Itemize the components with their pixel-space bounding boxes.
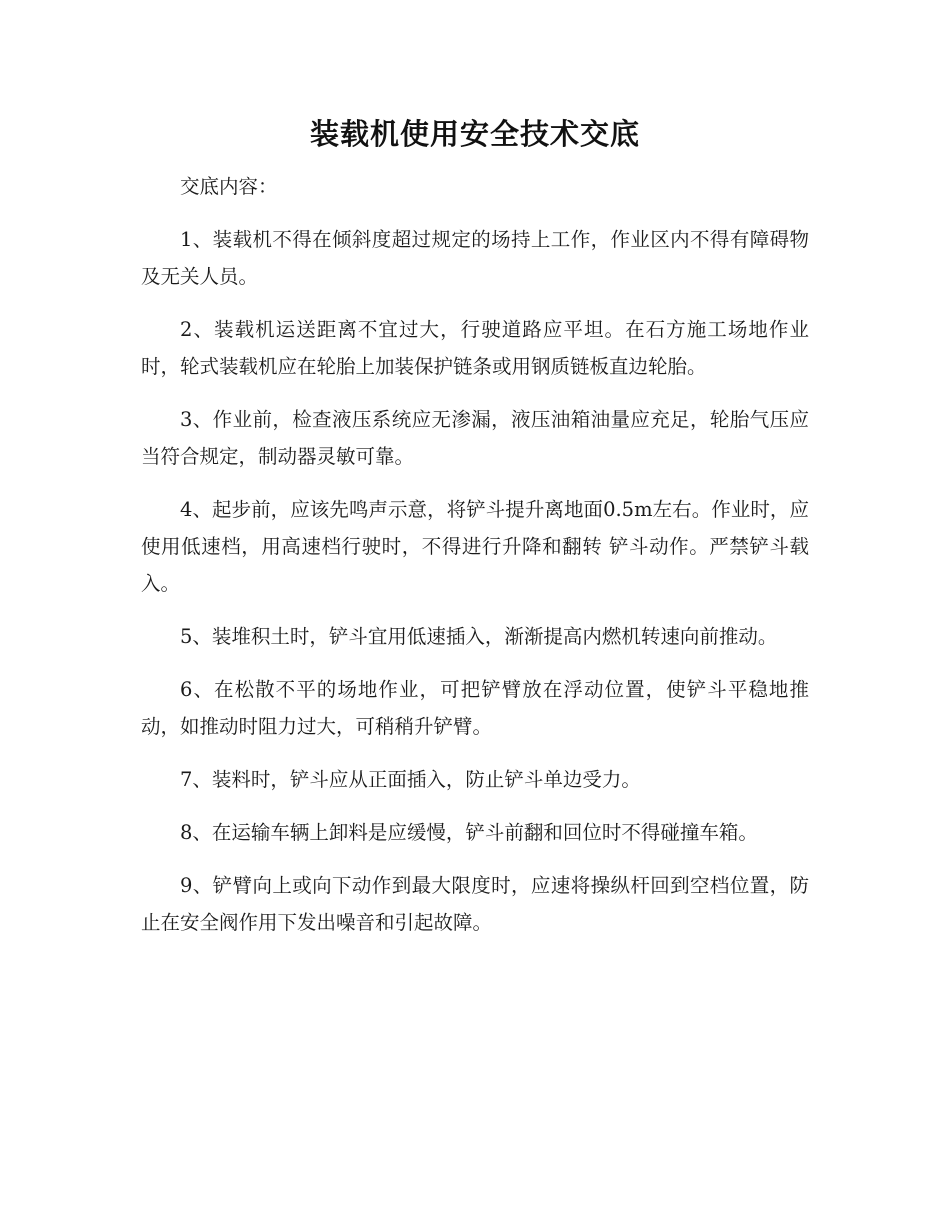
paragraph-item-2: 2、装载机运送距离不宜过大，行驶道路应平坦。在石方施工场地作业时，轮式装载机应在轮胎上加装保护链条或用钢质链板直边轮胎。 xyxy=(141,318,809,378)
document-body xyxy=(141,168,809,957)
paragraph-item-4: 4、起步前，应该先鸣声示意，将铲斗提升离地面0.5m左右。作业时，应使用低速档，用高速档行驶时，不得进行升降和翻转 铲斗动作。严禁铲斗载入。 xyxy=(141,498,809,595)
paragraph-item-9: 9、铲臂向上或向下动作到最大限度时，应速将操纵杆回到空档位置，防止在安全阀作用下发出噪音和引起故障。 xyxy=(141,874,809,934)
paragraph-item-3: 3、作业前，检查液压系统应无渗漏，液压油箱油量应充足，轮胎气压应当符合规定，制动器灵敏可靠。 xyxy=(141,408,809,468)
paragraph-item-5: 5、装堆积土时，铲斗宜用低速插入，渐渐提高内燃机转速向前推动。 xyxy=(180,625,778,648)
paragraph-item-7: 7、装料时，铲斗应从正面插入，防止铲斗单边受力。 xyxy=(180,768,641,791)
document-title: 装载机使用安全技术交底 xyxy=(309,117,640,151)
paragraph-item-1: 1、装载机不得在倾斜度超过规定的场持上工作，作业区内不得有障碍物及无关人员。 xyxy=(141,228,809,288)
intro-label: 交底内容： xyxy=(180,175,278,198)
paragraph-item-6: 6、在松散不平的场地作业，可把铲臂放在浮动位置，使铲斗平稳地推动，如推动时阻力过大，可稍稍升铲臂。 xyxy=(141,678,809,738)
paragraph-item-8: 8、在运输车辆上卸料是应缓慢，铲斗前翻和回位时不得碰撞车箱。 xyxy=(180,821,758,844)
